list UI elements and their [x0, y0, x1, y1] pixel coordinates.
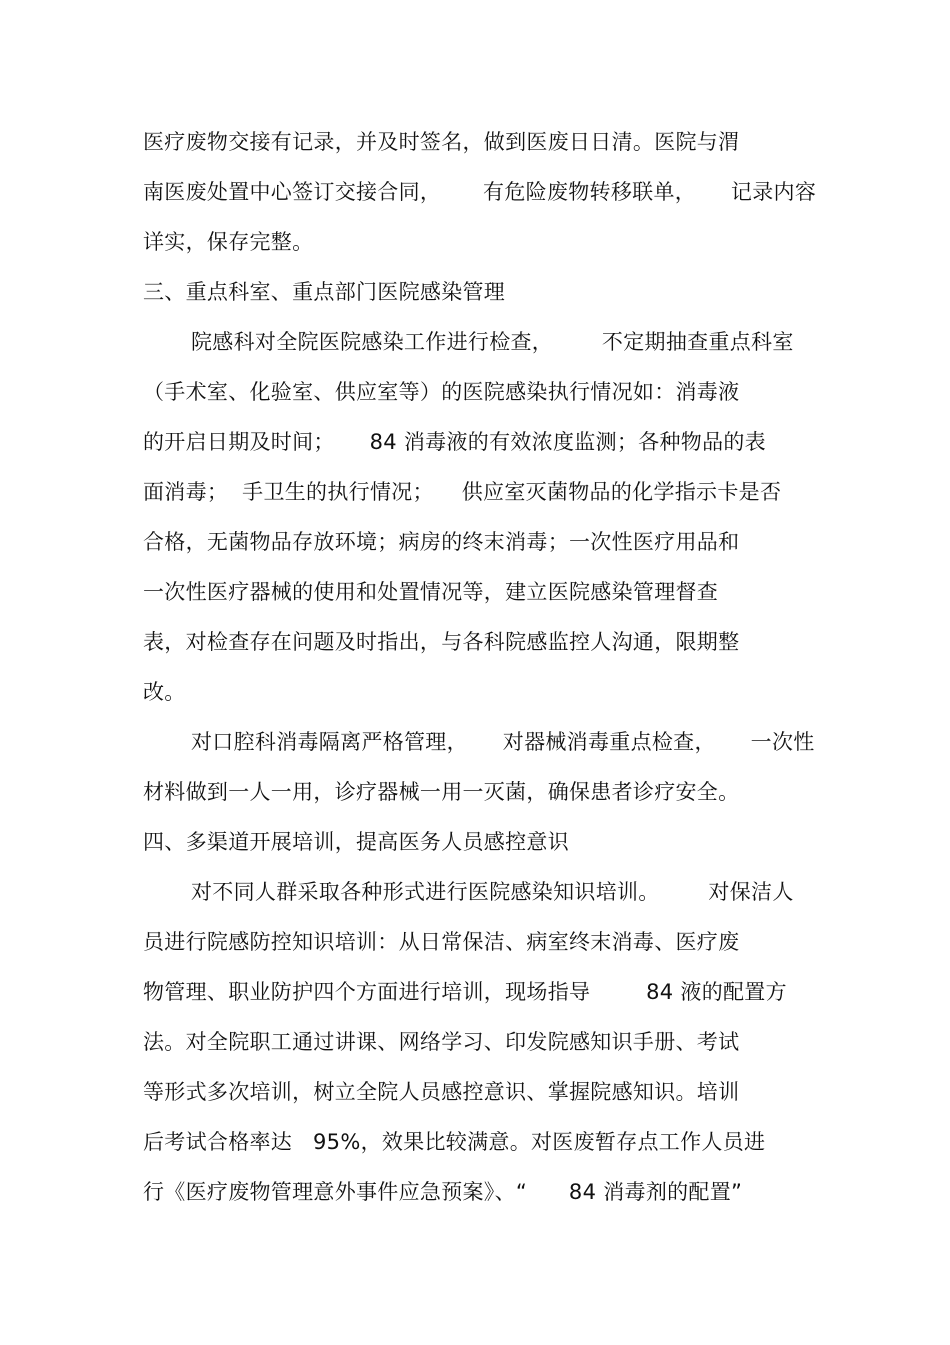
text-line-13: 对口腔科消毒隔离严格管理， 对器械消毒重点检查， 一次性 [191, 730, 815, 754]
text-line-10: 一次性医疗器械的使用和处置情况等，建立医院感染管理督查 [143, 580, 719, 604]
text-line-16: 对不同人群采取各种形式进行医院感染知识培训。 对保洁人 [191, 880, 794, 904]
text-line-17: 员进行院感防控知识培训：从日常保洁、病室终末消毒、医疗废 [143, 930, 740, 954]
text-line-3: 详实，保存完整。 [143, 230, 314, 254]
text-line-7: 的开启日期及时间； 84 消毒液的有效浓度监测；各种物品的表 [143, 430, 766, 454]
text-line-21: 后考试合格率达 95%，效果比较满意。对医废暂存点工作人员进 [143, 1130, 766, 1154]
text-line-1: 医疗废物交接有记录，并及时签名，做到医废日日清。医院与渭 [143, 130, 740, 154]
text-line-6: （手术室、化验室、供应室等）的医院感染执行情况如：消毒液 [143, 380, 740, 404]
text-line-19: 法。对全院职工通过讲课、网络学习、印发院感知识手册、考试 [143, 1030, 740, 1054]
text-line-8: 面消毒； 手卫生的执行情况； 供应室灭菌物品的化学指示卡是否 [143, 480, 782, 504]
text-line-22: 行《医疗废物管理意外事件应急预案》、“ 84 消毒剂的配置” [143, 1180, 743, 1204]
section-heading-4: 四、多渠道开展培训，提高医务人员感控意识 [143, 830, 569, 854]
text-line-12: 改。 [143, 680, 186, 704]
text-line-5: 院感科对全院医院感染工作进行检查， 不定期抽查重点科室 [191, 330, 794, 354]
text-line-9: 合格，无菌物品存放环境；病房的终末消毒；一次性医疗用品和 [143, 530, 740, 554]
text-line-11: 表，对检查存在问题及时指出，与各科院感监控人沟通，限期整 [143, 630, 740, 654]
text-line-18: 物管理、职业防护四个方面进行培训，现场指导 84 液的配置方 [143, 980, 787, 1004]
section-heading-3: 三、重点科室、重点部门医院感染管理 [143, 280, 506, 304]
text-line-2: 南医废处置中心签订交接合同， 有危险废物转移联单， 记录内容 [143, 180, 817, 204]
text-line-20: 等形式多次培训，树立全院人员感控意识、掌握院感知识。培训 [143, 1080, 740, 1104]
text-line-14: 材料做到一人一用，诊疗器械一用一灭菌，确保患者诊疗安全。 [143, 780, 740, 804]
